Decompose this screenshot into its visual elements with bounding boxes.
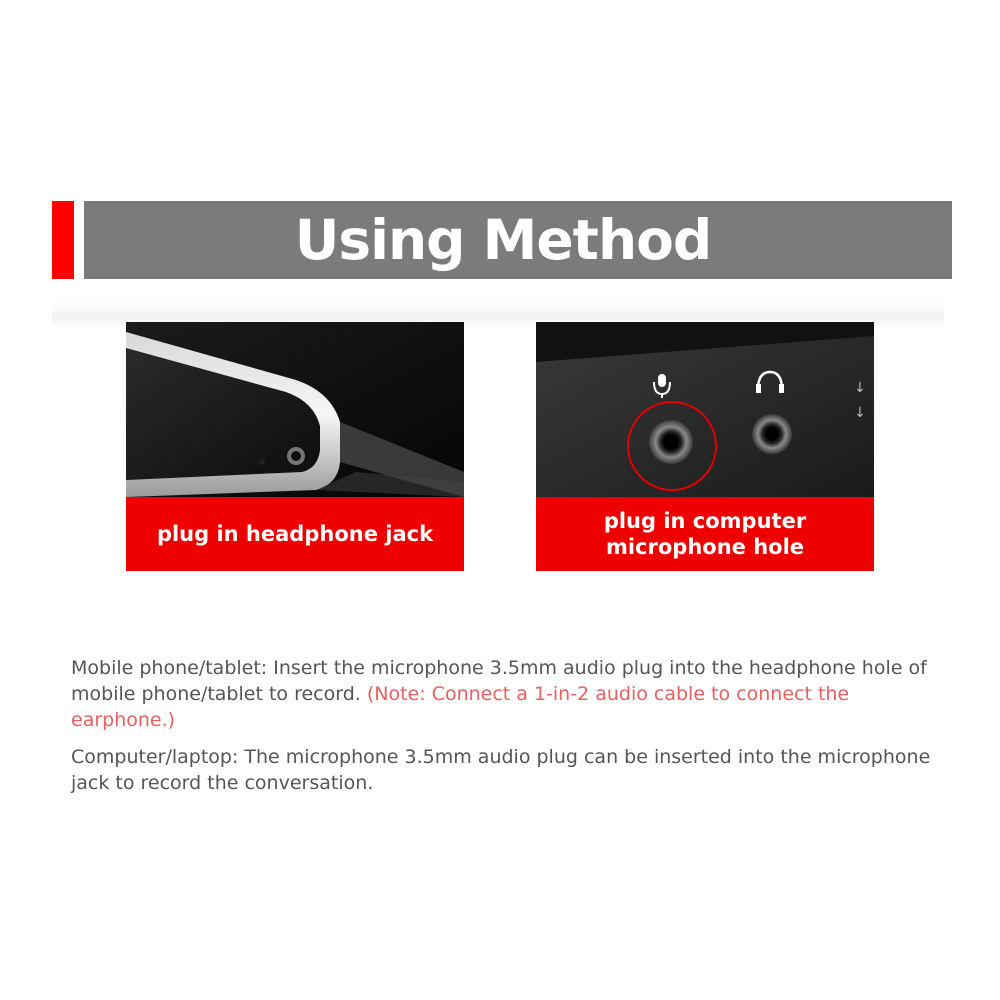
card-computer-microphone (536, 322, 874, 571)
svg-text:↓: ↓ (854, 380, 866, 396)
svg-text:↓: ↓ (854, 405, 866, 421)
card-label-computer-microphone: plug in computer microphone hole (536, 497, 874, 571)
computer-microphone-port-photo (536, 322, 874, 497)
page-title: Using Method (294, 208, 712, 272)
card-label-headphone-jack: plug in headphone jack (126, 497, 464, 571)
mobile-description-text: Mobile phone/tablet: Insert the microphone 3.5mm audio plug into the headphone hole of mobile phone/tablet to record. (71, 657, 927, 705)
header-bar (84, 201, 952, 279)
card-headphone-jack (126, 322, 464, 571)
phone-headphone-jack-photo (126, 322, 464, 497)
mobile-description (71, 655, 941, 733)
computer-description-text: Computer/laptop: The microphone 3.5mm audio plug can be inserted into the microphone jack to record the conversation. (71, 746, 931, 794)
computer-description (71, 744, 941, 796)
mobile-description-note: (Note: Connect a 1-in-2 audio cable to connect the earphone.) (71, 683, 850, 731)
header-accent-bar (52, 201, 74, 279)
